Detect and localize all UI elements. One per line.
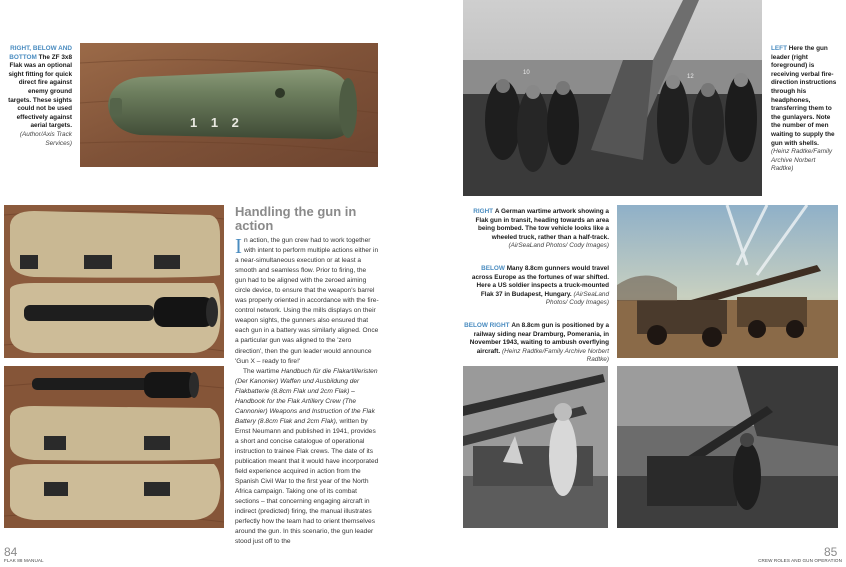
photo-number-12: 12 — [687, 74, 694, 80]
caption-budapest — [463, 265, 609, 308]
caption-artwork-text: A German wartime artwork showing a Flak gun in transit, heading towards an area being bombed. The tow vehicle looks like a wheeled truck, rather than a half-track. — [475, 208, 609, 241]
running-head-left: FLAK 88 MANUAL — [4, 558, 44, 563]
caption-dramburg-lead: BELOW RIGHT — [464, 322, 510, 329]
paragraph-2-rest: , written by Ernst Neumann and published in 1941, provides a short and concise catalogue of operational instruction to trainee Flak crews. The date of its publication meant that it would have incorporated field experience acquired in action from the Spanish Civil War to the first year of the North Africa campaign. Taking one of its combat sections – that concerning engaging aircraft in indirect (predicted) firing, the manual illustrates perfectly how the team had to orient themselves around the gun. In this scenario, the gun leader stood just off to the — [235, 417, 379, 546]
caption-gun-crew-credit: (Heinz Radtke/Family Archive Norbert Radtke) — [771, 148, 833, 173]
page-number-right: 85 — [824, 545, 838, 559]
caption-budapest-text: Many 8.8cm gunners would travel across Europe as the fortunes of war shifted. Here a US soldier inspects a truck-mounted Flak 37 in Budapest, Hungary. — [471, 265, 609, 298]
caption-sight-credit: (Author/Axis Track Services) — [19, 130, 72, 147]
photo-sight-case-2 — [4, 366, 224, 528]
drop-cap: I — [235, 234, 242, 258]
caption-budapest-lead: BELOW — [481, 265, 505, 272]
paragraph-1-text: n action, the gun crew had to work together with intent to perform multiple actions either in a near-simultaneous execution or at least a smooth and seamless flow. Prior to firing, the gun had to be aligned with the zeroed aiming circle device, to ensure that the weapon's barrel was properly oriented in accordance with the fire-control network. Using the mills displays on their weapon sights, the gunners also ensured that each gun in a battery was similarly aligned. Once a particular gun was aligned to the 'zero direction', then the gun leader would announce 'Gun X – ready to fire!' — [235, 237, 379, 365]
photo-dramburg — [617, 366, 838, 528]
caption-artwork-lead: RIGHT — [473, 208, 494, 215]
caption-sight-text: The ZF 3x8 Flak was an optional sight fitting for quick direct fire against enemy ground targets. These sights could not be used effectively against aerial targets. — [8, 53, 72, 130]
caption-gun-crew-text: Here the gun leader (right foreground) is receiving verbal fire-direction instructions through his headphones, transferring them to the gunlayers. Note the number of men waiting to supply the gun with shells. — [771, 45, 837, 147]
section-heading: Handling the gun in action — [235, 204, 357, 233]
caption-dramburg-credit: (Heinz Radtke/Family Archive Norbert Radtke) — [501, 347, 609, 364]
body-text — [235, 236, 379, 547]
caption-sight-lead: RIGHT, BELOW AND BOTTOM — [9, 45, 72, 61]
caption-dramburg-text: An 8.8cm gun is positioned by a railway siding near Dramburg, Pomerania, in November 1943, waiting to ambush overflying aircraft. — [469, 322, 609, 355]
photo-gun-crew — [463, 0, 762, 196]
paragraph-1 — [235, 236, 379, 367]
caption-dramburg — [463, 322, 609, 365]
photo-sight-case-1 — [4, 205, 224, 358]
photo-budapest — [463, 366, 608, 528]
paragraph-2-start: The wartime — [243, 367, 282, 375]
photo-number-10: 10 — [523, 70, 530, 76]
sight-markings: 1 1 2 — [190, 115, 244, 130]
caption-sight — [6, 45, 72, 148]
caption-artwork-credit: (AirSeaLand Photos/ Cody Images) — [508, 242, 609, 250]
paragraph-2 — [235, 367, 379, 548]
running-head-right: CREW ROLES AND GUN OPERATION — [758, 558, 842, 563]
paragraph-2-title: Handbuch für die Flakartilleristen (Der Kanonier) Waffen und Ausbildung der Flakbatterie (8.8cm Flak und 2cm Flak) – Handbook for the Flak Artillery Crew (The Cannonier) Weapons and Instruction of the Flak Battery (8.8cm Flak and 2cm Flak) — [235, 367, 378, 425]
caption-budapest-credit: (AirSeaLand Photos/ Cody Images) — [545, 290, 609, 307]
photo-artwork — [617, 205, 838, 358]
caption-gun-crew — [771, 45, 839, 174]
photo-gun-sight — [80, 43, 378, 167]
caption-gun-crew-lead: LEFT — [771, 45, 787, 52]
caption-artwork — [463, 208, 609, 251]
page-number-left: 84 — [4, 545, 18, 559]
